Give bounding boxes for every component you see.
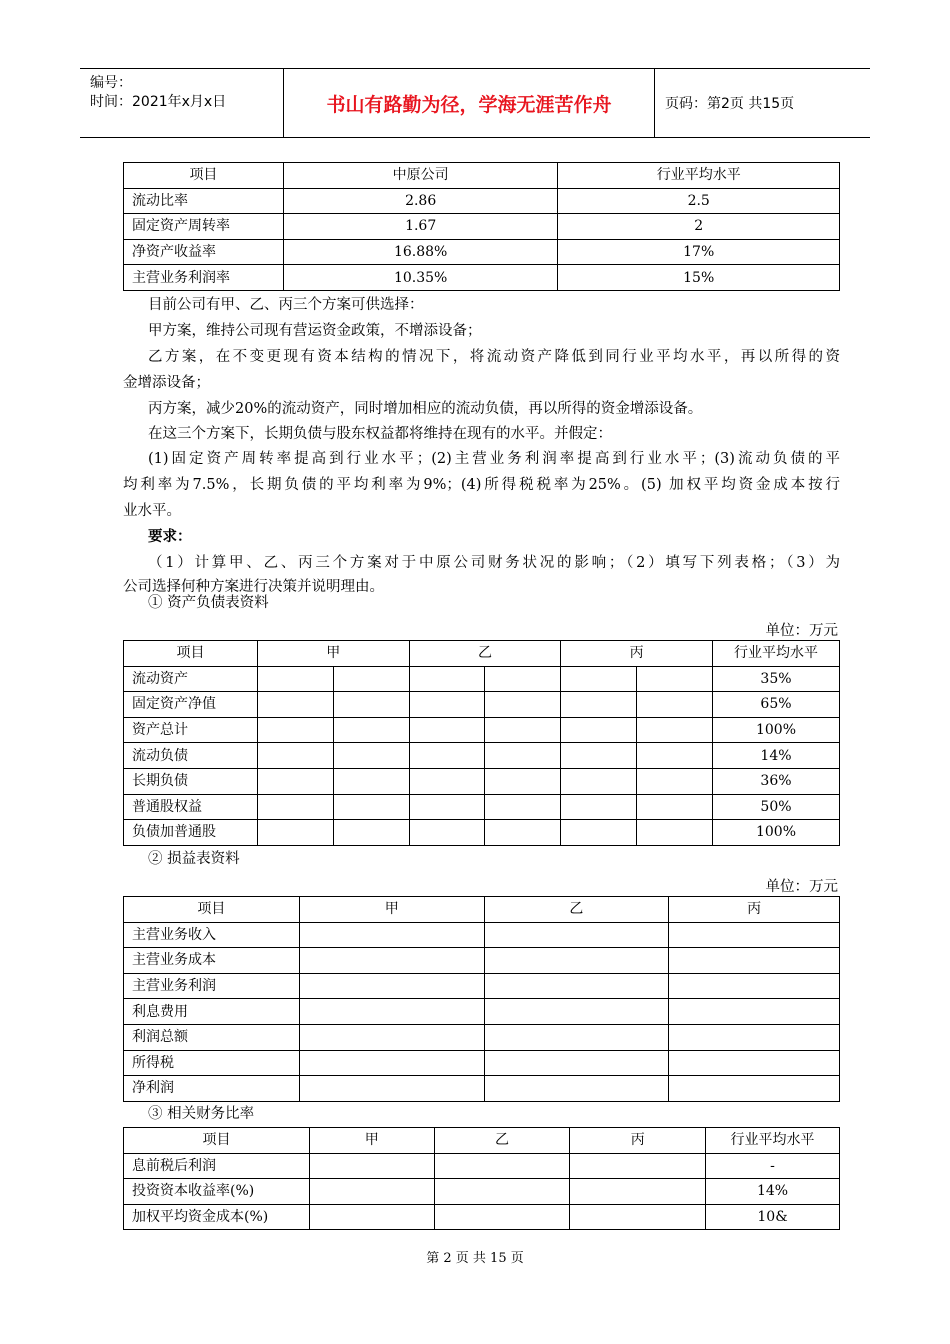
paragraph: (1)固定资产周转率提高到行业水平；(2)主营业务利润率提高到行业水平；(3)流动负债的平	[148, 451, 840, 467]
table-row	[124, 743, 840, 769]
section-title: ③ 相关财务比率	[148, 1106, 255, 1122]
table-row	[124, 1179, 840, 1205]
balance-sheet-table	[123, 640, 840, 846]
table-row	[124, 794, 840, 820]
industry-value: 14%	[706, 1179, 840, 1205]
table-row	[124, 239, 840, 265]
company-ratio-table	[123, 162, 840, 291]
company-value: 16.88%	[283, 239, 558, 265]
table-row	[124, 1204, 840, 1230]
industry-value: 100%	[712, 820, 839, 846]
section-title: ② 损益表资料	[148, 851, 240, 867]
row-label: 净利润	[124, 1076, 300, 1102]
row-label: 普通股权益	[124, 794, 258, 820]
income-statement-table	[123, 896, 840, 1102]
unit-label: 单位：万元	[765, 879, 838, 895]
table-row	[124, 1076, 840, 1102]
row-label: 固定资产周转率	[124, 214, 284, 240]
table-header-row	[124, 163, 840, 189]
row-label: 流动比率	[124, 188, 284, 214]
header-cell: 行业平均水平	[706, 1128, 840, 1154]
paragraph: 丙方案，减少20%的流动资产，同时增加相应的流动负债，再以所得的资金增添设备。	[148, 401, 703, 417]
number-label: 编号：	[90, 75, 132, 91]
header-cell: 甲	[257, 641, 409, 667]
table-row	[124, 717, 840, 743]
header-cell: 乙	[484, 897, 669, 923]
table-row	[124, 820, 840, 846]
header-cell: 中原公司	[283, 163, 558, 189]
header-info	[80, 69, 284, 137]
header-cell: 丙	[561, 641, 713, 667]
industry-value: 35%	[712, 666, 839, 692]
header-cell: 丙	[570, 1128, 706, 1154]
table-row	[124, 999, 840, 1025]
table-row	[124, 1153, 840, 1179]
industry-value: 36%	[712, 768, 839, 794]
requirements-line: （1）计算甲、乙、丙三个方案对于中原公司财务状况的影响；（2）填写下列表格；（3）为	[148, 555, 840, 571]
header-cell: 甲	[299, 897, 484, 923]
paragraph: 业水平。	[123, 503, 181, 519]
header-cell: 行业平均水平	[558, 163, 840, 189]
financial-ratio-table	[123, 1127, 840, 1230]
motto: 书山有路勤为径，学海无涯苦作舟	[284, 69, 655, 137]
unit-label: 单位：万元	[765, 623, 838, 639]
table-row	[124, 188, 840, 214]
row-label: 流动资产	[124, 666, 258, 692]
paragraph: 乙方案，在不变更现有资本结构的情况下，将流动资产降低到同行业平均水平，再以所得的资	[148, 349, 840, 365]
industry-value: -	[706, 1153, 840, 1179]
industry-value: 10&	[706, 1204, 840, 1230]
table-row	[124, 265, 840, 291]
row-label: 主营业务成本	[124, 948, 300, 974]
industry-value: 2.5	[558, 188, 840, 214]
row-label: 所得税	[124, 1050, 300, 1076]
paragraph: 在这三个方案下，长期负债与股东权益都将维持在现有的水平。并假定：	[148, 426, 612, 442]
header-cell: 乙	[434, 1128, 570, 1154]
date-label: 时间：2021年x月x日	[90, 94, 227, 110]
table-row	[124, 214, 840, 240]
table-row	[124, 768, 840, 794]
header-cell: 项目	[124, 897, 300, 923]
header-cell: 乙	[409, 641, 561, 667]
row-label: 利息费用	[124, 999, 300, 1025]
row-label: 利润总额	[124, 1024, 300, 1050]
paragraph: 目前公司有甲、乙、丙三个方案可供选择：	[148, 297, 424, 313]
table-row	[124, 973, 840, 999]
requirements-line: 公司选择何种方案进行决策并说明理由。	[123, 579, 384, 595]
row-label: 加权平均资金成本(%)	[124, 1204, 310, 1230]
industry-value: 14%	[712, 743, 839, 769]
row-label: 主营业务收入	[124, 922, 300, 948]
requirements-title: 要求：	[148, 528, 192, 545]
row-label: 主营业务利润率	[124, 265, 284, 291]
table-row	[124, 948, 840, 974]
row-label: 主营业务利润	[124, 973, 300, 999]
section-title: ① 资产负债表资料	[148, 595, 269, 611]
table-row	[124, 1024, 840, 1050]
page-footer: 第 2 页 共 15 页	[426, 1251, 524, 1266]
header-cell: 行业平均水平	[712, 641, 839, 667]
row-label: 固定资产净值	[124, 692, 258, 718]
table-header-row	[124, 1128, 840, 1154]
table-row	[124, 666, 840, 692]
page-number-label: 页码：第2页 共15页	[665, 96, 795, 112]
paragraph: 甲方案，维持公司现有营运资金政策，不增添设备；	[148, 323, 482, 339]
industry-value: 2	[558, 214, 840, 240]
row-label: 净资产收益率	[124, 239, 284, 265]
paragraph: 金增添设备；	[123, 375, 210, 391]
header-cell: 甲	[309, 1128, 434, 1154]
row-label: 负债加普通股	[124, 820, 258, 846]
header-cell: 项目	[124, 163, 284, 189]
company-value: 2.86	[283, 188, 558, 214]
row-label: 投资资本收益率(%)	[124, 1179, 310, 1205]
row-label: 资产总计	[124, 717, 258, 743]
row-label: 息前税后利润	[124, 1153, 310, 1179]
industry-value: 50%	[712, 794, 839, 820]
table-header-row	[124, 641, 840, 667]
header-cell: 项目	[124, 1128, 310, 1154]
company-value: 10.35%	[283, 265, 558, 291]
industry-value: 17%	[558, 239, 840, 265]
row-label: 流动负债	[124, 743, 258, 769]
industry-value: 15%	[558, 265, 840, 291]
header-cell: 丙	[669, 897, 840, 923]
industry-value: 65%	[712, 692, 839, 718]
header-cell: 项目	[124, 641, 258, 667]
table-header-row	[124, 897, 840, 923]
page-header	[80, 68, 870, 138]
row-label: 长期负债	[124, 768, 258, 794]
company-value: 1.67	[283, 214, 558, 240]
table-row	[124, 1050, 840, 1076]
industry-value: 100%	[712, 717, 839, 743]
table-row	[124, 922, 840, 948]
table-row	[124, 692, 840, 718]
paragraph: 均利率为7.5%，长期负债的平均利率为9%；(4)所得税税率为25%。(5) 加权平均资金成本按行	[123, 477, 840, 493]
